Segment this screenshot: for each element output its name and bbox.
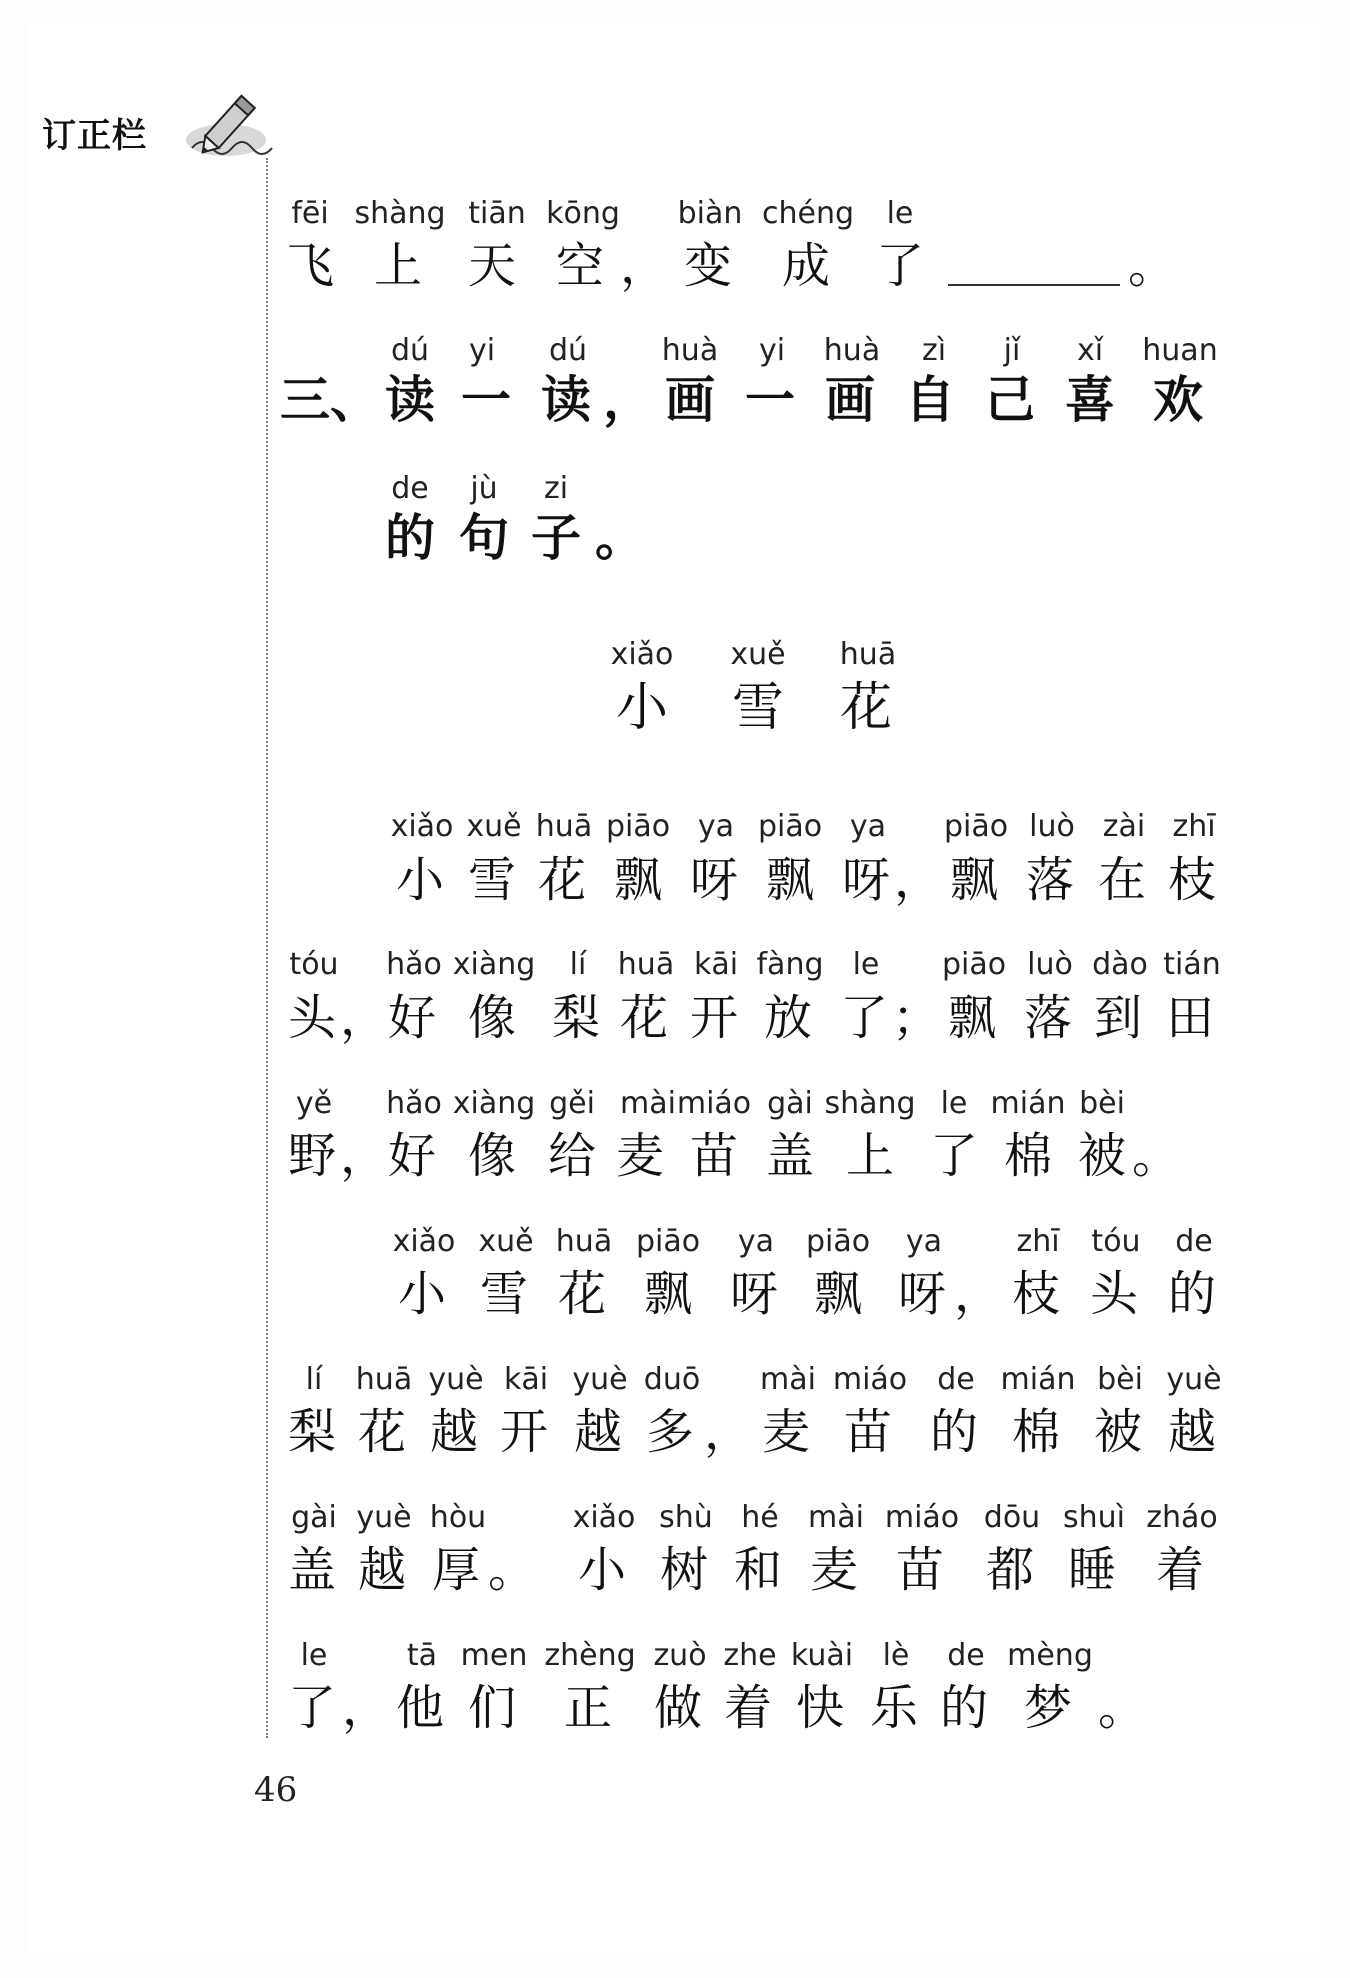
pinyin-syllable: luò [1027,947,1073,982]
hanzi-character: 画 [825,371,875,429]
hanzi-character: 落 [1023,990,1073,1046]
pinyin-syllable: piāo [805,1224,871,1259]
pinyin-syllable: dōu [983,1500,1041,1535]
hanzi-character: 欢 [1153,371,1203,429]
pinyin-syllable: xuě [478,1224,534,1259]
hanzi-character: 做 [653,1680,703,1736]
pinyin-syllable: huan [1142,333,1218,368]
hanzi-character: 画 [665,371,715,429]
pinyin-syllable: jǐ [1003,333,1021,368]
pinyin-syllable: zài [1102,809,1146,844]
hanzi-character: 飘 [613,852,663,908]
pinyin-syllable: xuě [730,637,786,672]
pinyin-syllable: zhe [723,1638,777,1673]
hanzi-character: 花 [357,1404,407,1460]
hanzi-character: 他 [395,1680,445,1736]
pinyin-syllable: miáo [676,1086,752,1121]
hanzi-character: 句 [459,509,509,567]
correction-column-label: 订正栏 [42,116,147,156]
pinyin-syllable: kōng [546,196,620,231]
hanzi-character: ， [603,371,653,429]
pinyin-syllable: xiǎo [392,1224,456,1259]
hanzi-character: 上 [845,1128,895,1184]
pinyin-syllable: dú [548,333,588,368]
pinyin-syllable: xiǎo [610,637,674,672]
hanzi-character: 读 [385,371,435,429]
pinyin-syllable: huā [555,1224,613,1259]
pinyin-syllable: zháo [1146,1500,1218,1535]
pinyin-syllable: le [940,1086,968,1121]
pinyin-syllable: mài [808,1500,864,1535]
hanzi-character: 枝 [1167,852,1217,908]
hanzi-character: ， [341,1680,391,1736]
pinyin-syllable: gài [767,1086,813,1121]
hanzi-character: 梦 [1023,1680,1073,1736]
pinyin-syllable: men [460,1638,528,1673]
hanzi-character: 的 [1167,1266,1217,1322]
hanzi-character: 苗 [689,1128,739,1184]
pinyin-syllable: le [300,1638,328,1673]
pinyin-syllable: xuě [466,809,522,844]
hanzi-character: 上 [373,238,423,294]
pinyin-syllable: zì [921,333,947,368]
hanzi-character: 。 [487,1542,537,1598]
hanzi-character: 呀 [729,1266,779,1322]
pinyin-syllable: huà [823,333,881,368]
hanzi-character: 多 [645,1404,695,1460]
hanzi-character: 雪 [731,678,785,738]
hanzi-character: 到 [1093,990,1143,1046]
hanzi-character: 。 [1127,238,1177,294]
pinyin-syllable: piāo [757,809,823,844]
hanzi-character: 好 [387,1128,437,1184]
pinyin-syllable: zhī [1016,1224,1060,1259]
hanzi-character: 厚 [431,1542,481,1598]
hanzi-character: 一 [745,371,795,429]
hanzi-character: 放 [763,990,813,1046]
hanzi-character: 苗 [895,1542,945,1598]
pinyin-syllable: tóu [289,947,339,982]
pinyin-syllable: miáo [832,1362,908,1397]
hanzi-character: 喜 [1065,371,1115,429]
hanzi-character: 梨 [287,1404,337,1460]
pinyin-syllable: xiǎo [572,1500,636,1535]
pinyin-syllable: yuè [572,1362,628,1397]
pinyin-syllable: shàng [824,1086,916,1121]
hanzi-character: ， [619,238,669,294]
pinyin-syllable: huā [355,1362,413,1397]
hanzi-character: 盖 [765,1128,815,1184]
hanzi-character: 花 [839,678,893,738]
hanzi-character: 给 [547,1128,597,1184]
hanzi-character: 快 [795,1680,845,1736]
hanzi-character: 像 [467,990,517,1046]
pinyin-syllable: ya [849,809,887,844]
pinyin-syllable: le [886,196,914,231]
pinyin-syllable: duō [643,1362,701,1397]
pinyin-syllable: de [947,1638,985,1673]
hanzi-character: 麦 [761,1404,811,1460]
hanzi-character: 飘 [813,1266,863,1322]
hanzi-character: 麦 [615,1128,665,1184]
hanzi-character: 苗 [843,1404,893,1460]
pinyin-syllable: shù [659,1500,713,1535]
hanzi-character: 的 [385,509,435,567]
pinyin-syllable: mài [760,1362,816,1397]
hanzi-character: 越 [1167,1404,1217,1460]
hanzi-character: 们 [467,1680,517,1736]
pinyin-syllable: piāo [941,947,1007,982]
hanzi-character: 己 [985,371,1035,429]
pinyin-syllable: xiǎo [390,809,454,844]
hanzi-character: 乐 [869,1680,919,1736]
hanzi-character: 了 [929,1128,979,1184]
hanzi-character: 和 [733,1542,783,1598]
pinyin-syllable: chéng [761,196,855,231]
pinyin-syllable: zhèng [544,1638,636,1673]
hanzi-character: 野 [287,1128,337,1184]
pinyin-syllable: hǎo [386,1086,442,1121]
hanzi-character: 自 [905,371,955,429]
pinyin-syllable: piāo [943,809,1009,844]
pinyin-syllable: shuì [1063,1500,1125,1535]
pinyin-syllable: zuò [653,1638,707,1673]
hanzi-character: 变 [683,238,733,294]
answer-blank[interactable] [948,284,1120,286]
hanzi-character: 。 [1131,1128,1181,1184]
hanzi-character: 睡 [1067,1542,1117,1598]
pinyin-syllable: de [937,1362,975,1397]
hanzi-character: 着 [1155,1542,1205,1598]
hanzi-character: 都 [985,1542,1035,1598]
pinyin-syllable: gài [291,1500,337,1535]
pinyin-syllable: tā [406,1638,438,1673]
page-number: 46 [254,1770,298,1810]
pinyin-syllable: hǎo [386,947,442,982]
pinyin-syllable: huā [839,637,897,672]
hanzi-character: 小 [397,1266,447,1322]
hanzi-character: 越 [573,1404,623,1460]
hanzi-character: 成 [781,238,831,294]
hanzi-character: 飞 [285,238,335,294]
pinyin-syllable: xiàng [452,947,536,982]
hanzi-character: 飘 [947,990,997,1046]
hanzi-character: 在 [1097,852,1147,908]
pinyin-syllable: yuè [428,1362,484,1397]
pencil-icon [178,88,298,182]
pinyin-syllable: kāi [503,1362,549,1397]
hanzi-character: 。 [595,509,645,567]
hanzi-character: 飘 [765,852,815,908]
hanzi-character: 子 [531,509,581,567]
hanzi-character: 花 [619,990,669,1046]
pinyin-syllable: miáo [884,1500,960,1535]
pinyin-syllable: mián [1000,1362,1076,1397]
pinyin-syllable: hé [741,1500,779,1535]
pinyin-syllable: lí [305,1362,323,1397]
hanzi-character: 被 [1077,1128,1127,1184]
pinyin-syllable: lè [882,1638,910,1673]
hanzi-character: 一 [461,371,511,429]
pinyin-syllable: yuè [1166,1362,1222,1397]
pinyin-syllable: mèng [1007,1638,1093,1673]
pinyin-syllable: dào [1092,947,1148,982]
hanzi-character: 。 [1097,1680,1147,1736]
hanzi-character: 麦 [809,1542,859,1598]
hanzi-character: ， [339,990,389,1046]
hanzi-character: 开 [689,990,739,1046]
pinyin-syllable: dú [390,333,430,368]
pinyin-syllable: gěi [549,1086,595,1121]
hanzi-character: 棉 [1011,1404,1061,1460]
hanzi-character: 呀 [897,1266,947,1322]
hanzi-character: 雪 [479,1266,529,1322]
pinyin-syllable: bèi [1097,1362,1143,1397]
hanzi-character: 头 [1089,1266,1139,1322]
hanzi-character: 越 [429,1404,479,1460]
correction-column-divider [266,158,268,1738]
pinyin-syllable: huā [617,947,675,982]
hanzi-character: 花 [537,852,587,908]
hanzi-character: 正 [563,1680,613,1736]
pinyin-syllable: de [391,471,429,506]
pinyin-syllable: yi [758,333,786,368]
hanzi-character: 读 [541,371,591,429]
pinyin-syllable: jù [470,471,498,506]
hanzi-character: 着 [723,1680,773,1736]
hanzi-character: ； [891,990,941,1046]
hanzi-character: 了 [287,1680,337,1736]
pinyin-syllable: yuè [356,1500,412,1535]
pinyin-syllable: kāi [693,947,739,982]
pinyin-syllable: ya [737,1224,775,1259]
pinyin-syllable: zi [543,471,569,506]
hanzi-character: 树 [659,1542,709,1598]
pinyin-syllable: piāo [605,809,671,844]
hanzi-character: 田 [1165,990,1215,1046]
hanzi-character: 的 [929,1404,979,1460]
pinyin-syllable: piāo [635,1224,701,1259]
pinyin-syllable: yě [295,1086,333,1121]
hanzi-character: 飘 [949,852,999,908]
hanzi-character: 落 [1025,852,1075,908]
pinyin-syllable: tóu [1091,1224,1141,1259]
pinyin-syllable: bèi [1079,1086,1125,1121]
hanzi-character: 呀 [841,852,891,908]
hanzi-character: 枝 [1011,1266,1061,1322]
pinyin-syllable: lí [569,947,587,982]
hanzi-character: 盖 [287,1542,337,1598]
hanzi-character: 飘 [643,1266,693,1322]
pinyin-syllable: fēi [291,196,329,231]
pinyin-syllable: zhī [1172,809,1216,844]
pinyin-syllable: biàn [677,196,743,231]
hanzi-character: 梨 [551,990,601,1046]
pinyin-syllable: hòu [429,1500,487,1535]
pinyin-syllable: kuài [790,1638,854,1673]
pinyin-syllable: de [1175,1224,1213,1259]
pinyin-syllable: mián [990,1086,1066,1121]
hanzi-character: 小 [615,678,669,738]
hanzi-character: 开 [499,1404,549,1460]
pinyin-syllable: ya [697,809,735,844]
hanzi-character: 小 [395,852,445,908]
pinyin-syllable: shàng [354,196,446,231]
hanzi-character: 了 [839,990,889,1046]
hanzi-character: 越 [357,1542,407,1598]
hanzi-character: 天 [467,238,517,294]
pinyin-syllable: xǐ [1076,333,1104,368]
pinyin-syllable: xiàng [452,1086,536,1121]
hanzi-character: 空 [555,238,605,294]
hanzi-character: 像 [467,1128,517,1184]
hanzi-character: 雪 [467,852,517,908]
hanzi-character: 棉 [1003,1128,1053,1184]
hanzi-character: 的 [939,1680,989,1736]
hanzi-character: 呀 [689,852,739,908]
hanzi-character: ， [339,1128,389,1184]
hanzi-character: 好 [387,990,437,1046]
hanzi-character: ， [953,1266,1003,1322]
hanzi-character: 了 [875,238,925,294]
hanzi-character: ， [703,1404,753,1460]
pinyin-syllable: huā [535,809,593,844]
pinyin-syllable: luò [1029,809,1075,844]
pinyin-syllable: yi [468,333,496,368]
pinyin-syllable: mài [620,1086,676,1121]
hanzi-character: ， [893,852,943,908]
pinyin-syllable: le [852,947,880,982]
hanzi-character: 小 [577,1542,627,1598]
pinyin-syllable: huà [661,333,719,368]
pinyin-syllable: tiān [468,196,526,231]
hanzi-character: 花 [557,1266,607,1322]
pinyin-syllable: fàng [756,947,824,982]
hanzi-character: 被 [1093,1404,1143,1460]
pinyin-syllable: tián [1163,947,1221,982]
hanzi-character: 三、 [280,371,380,429]
pinyin-syllable: ya [905,1224,943,1259]
hanzi-character: 头 [287,990,337,1046]
